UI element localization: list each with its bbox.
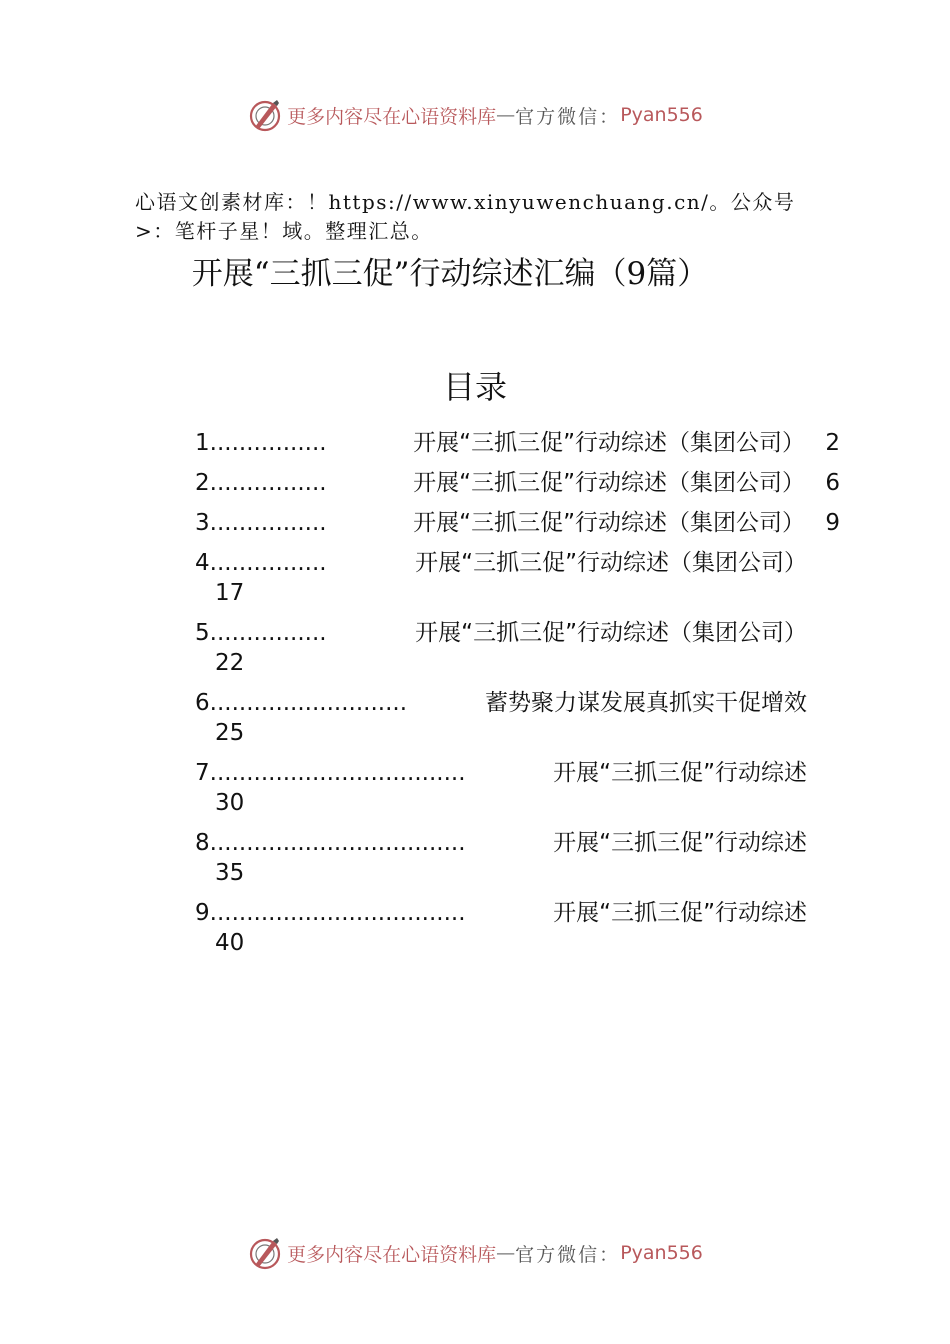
toc-entry-number: 9 [195,900,210,926]
toc-entry-title: 开展“三抓三促”行动综述 [553,900,807,926]
toc-entry-title: 开展“三抓三促”行动综述（集团公司） [415,620,807,646]
table-of-contents [195,428,840,968]
toc-entry[interactable] [195,758,840,818]
toc-entry[interactable] [195,548,840,608]
toc-leader-dots: ................ [209,430,327,456]
watermark-wechat-id: Pyan556 [620,104,703,126]
watermark-brand: 更多内容尽在心语资料库 [287,1243,497,1266]
toc-entry-number: 4 [195,550,210,576]
document-title: 开展“三抓三促”行动综述汇编（9篇） [191,256,709,292]
toc-entry[interactable] [195,468,840,498]
toc-leader-dots: ................................... [209,900,466,926]
toc-leader-dots: ................ [209,620,327,646]
toc-leader-dots: ................ [209,470,327,496]
watermark-wechat-id: Pyan556 [620,1242,703,1264]
pen-logo-icon [247,97,283,133]
toc-entry-title: 开展“三抓三促”行动综述 [553,760,807,786]
toc-leader-dots: ................ [209,550,327,576]
toc-entry-title: 蓄势聚力谋发展真抓实干促增效 [485,690,807,716]
toc-entry-title: 开展“三抓三促”行动综述（集团公司） [413,510,805,536]
toc-entry-page: 6 [825,470,840,496]
watermark-separator: — [496,1242,516,1264]
toc-entry-page: 35 [215,860,245,886]
watermark-label: 官方微信： [515,105,621,128]
toc-leader-dots: ................................... [209,830,466,856]
toc-leader-dots: ................ [209,510,327,536]
toc-entry-title: 开展“三抓三促”行动综述（集团公司） [413,470,805,496]
toc-entry-page: 9 [825,510,840,536]
watermark-brand: 更多内容尽在心语资料库 [287,105,497,128]
toc-leader-dots: ........................... [209,690,408,716]
footer-watermark [0,1233,950,1273]
toc-entry[interactable] [195,508,840,538]
toc-entry-page: 2 [825,430,840,456]
toc-entry-title: 开展“三抓三促”行动综述（集团公司） [415,550,807,576]
toc-entry-page: 40 [215,930,245,956]
toc-entry-number: 3 [195,510,210,536]
pen-logo-icon [247,1235,283,1271]
toc-entry-number: 7 [195,760,210,786]
watermark-label: 官方微信： [515,1243,621,1266]
toc-entry-page: 25 [215,720,245,746]
toc-entry[interactable] [195,428,840,458]
toc-entry-number: 1 [195,430,210,456]
toc-entry-page: 17 [215,580,245,606]
toc-entry-number: 5 [195,620,210,646]
toc-entry-title: 开展“三抓三促”行动综述（集团公司） [413,430,805,456]
toc-entry-number: 2 [195,470,210,496]
toc-entry-number: 6 [195,690,210,716]
toc-heading: 目录 [442,368,507,406]
toc-entry-title: 开展“三抓三促”行动综述 [553,830,807,856]
toc-leader-dots: ................................... [209,760,466,786]
watermark-separator: — [496,104,516,126]
toc-entry[interactable] [195,618,840,678]
source-note: 心语文创素材库：！https://www.xinyuwenchuang.cn/。公众号>：笔杆子星！域。整理汇总。 [135,190,796,243]
toc-entry-number: 8 [195,830,210,856]
header-watermark [0,95,950,135]
toc-entry[interactable] [195,688,840,748]
toc-entry[interactable] [195,828,840,888]
toc-entry[interactable] [195,898,840,958]
toc-entry-page: 30 [215,790,245,816]
toc-entry-page: 22 [215,650,245,676]
